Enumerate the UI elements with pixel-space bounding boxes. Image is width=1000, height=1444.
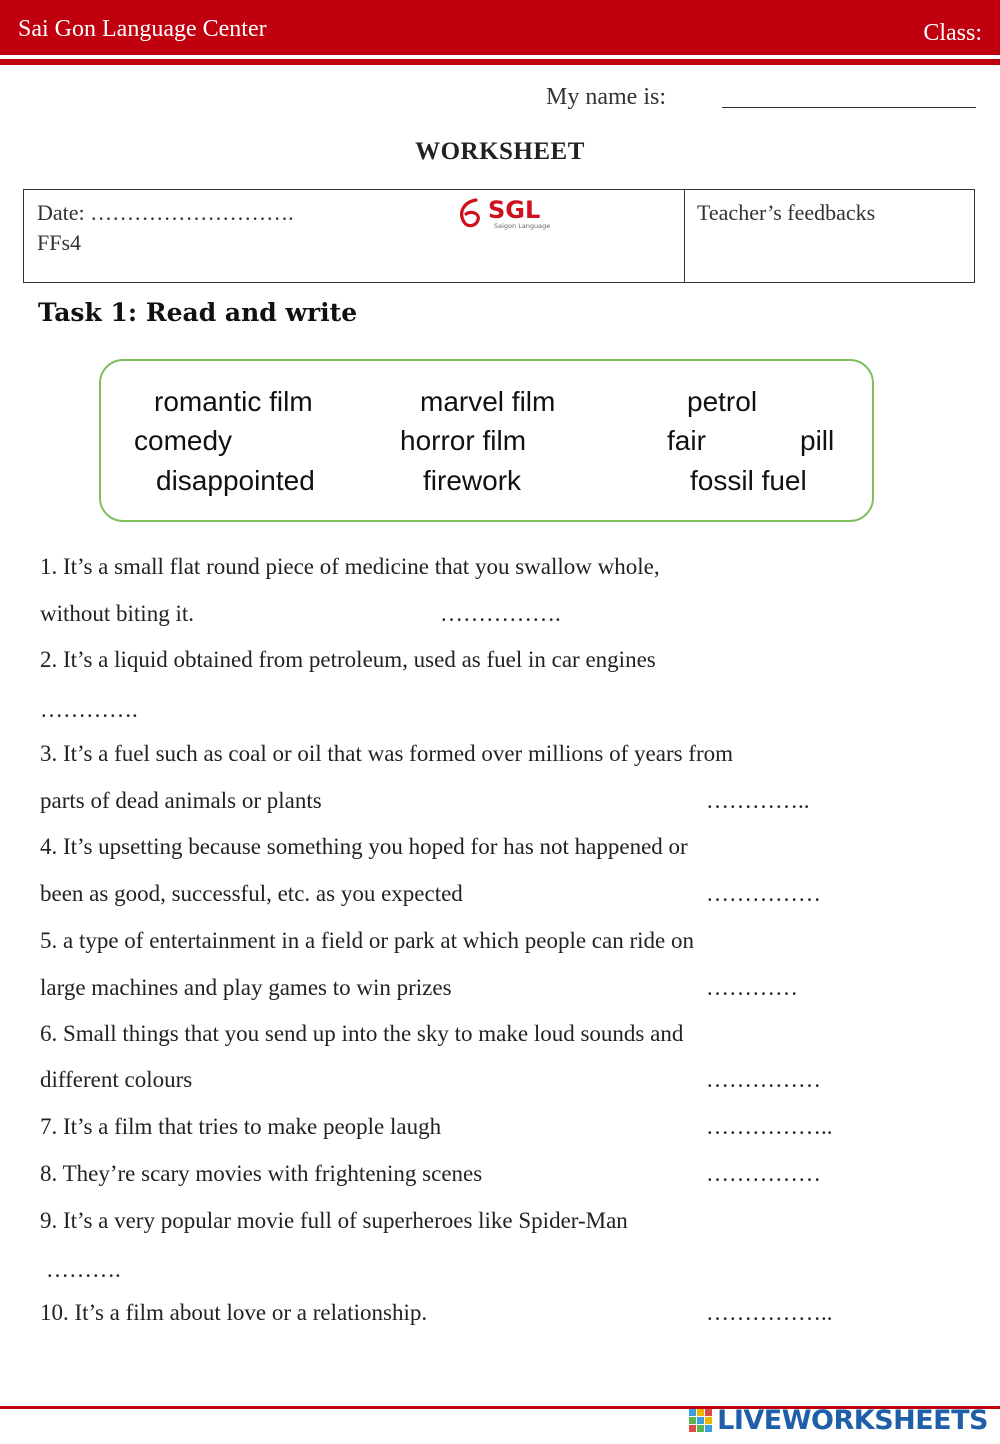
question-9: 9. It’s a very popular movie full of superheroes like Spider-Man xyxy=(40,1208,628,1233)
word-pill: pill xyxy=(800,425,835,456)
question-2-line-1: 2. It’s a liquid obtained from petroleum, used as fuel in car engines xyxy=(40,647,656,672)
question-1-line-2: without biting it. xyxy=(40,601,194,626)
class-label: Class: xyxy=(923,20,982,46)
logo-subtext: Saigon Language xyxy=(494,222,551,230)
word-bank xyxy=(99,359,874,522)
question-1-line-1: 1. It’s a small flat round piece of medicine that you swallow whole, xyxy=(40,554,660,579)
question-4-line-1: 4. It’s upsetting because something you hoped for has not happened or xyxy=(40,834,688,859)
header-bar xyxy=(0,0,1000,55)
word-petrol: petrol xyxy=(687,386,758,417)
answer-blank-9[interactable]: ………. xyxy=(46,1257,121,1282)
name-field[interactable] xyxy=(722,107,976,108)
answer-blank-8[interactable]: …………… xyxy=(706,1161,821,1186)
answer-blank-6[interactable]: …………… xyxy=(706,1067,821,1092)
answer-blank-2[interactable]: …………. xyxy=(40,697,138,722)
answer-blank-5[interactable]: ………… xyxy=(706,975,798,1000)
question-3-line-1: 3. It’s a fuel such as coal or oil that was formed over millions of years from xyxy=(40,741,734,766)
logo-text: SGL xyxy=(488,196,541,224)
question-6-line-1: 6. Small things that you send up into the sky to make loud sounds and xyxy=(40,1021,684,1046)
question-6-line-2: different colours xyxy=(40,1067,193,1092)
question-5-line-1: 5. a type of entertainment in a field or park at which people can ride on xyxy=(40,928,694,953)
table-divider xyxy=(684,190,685,282)
liveworksheets-text: LIVEWORKSHEETS xyxy=(717,1405,988,1436)
word-marvel-film: marvel film xyxy=(420,386,556,417)
question-5-line-2: large machines and play games to win prizes xyxy=(40,975,452,1000)
question-7: 7. It’s a film that tries to make people laugh xyxy=(40,1114,442,1139)
answer-blank-3[interactable]: ………….. xyxy=(706,788,810,813)
answer-blank-1[interactable]: ……………. xyxy=(440,601,561,626)
answer-blank-10[interactable]: …………….. xyxy=(706,1300,833,1325)
word-disappointed: disappointed xyxy=(156,465,315,496)
question-8: 8. They’re scary movies with frightening scenes xyxy=(40,1161,483,1186)
page-title: WORKSHEET xyxy=(415,138,585,165)
word-fair: fair xyxy=(667,425,706,456)
task-title: Task 1: Read and write xyxy=(38,298,358,327)
word-firework: firework xyxy=(423,465,522,496)
word-fossil-fuel: fossil fuel xyxy=(690,465,807,496)
question-4-line-2: been as good, successful, etc. as you expected xyxy=(40,881,463,906)
question-3-line-2: parts of dead animals or plants xyxy=(40,788,322,813)
name-prompt: My name is: xyxy=(546,84,666,110)
sgl-logo xyxy=(454,194,564,232)
answer-blank-4[interactable]: …………… xyxy=(706,881,821,906)
liveworksheets-icon xyxy=(688,1407,714,1435)
info-table xyxy=(23,189,975,283)
question-10: 10. It’s a film about love or a relationship. xyxy=(40,1300,428,1325)
liveworksheets-brand[interactable] xyxy=(688,1405,988,1436)
date-field: Date: ………………………. xyxy=(37,200,294,225)
teacher-feedback-label: Teacher’s feedbacks xyxy=(697,200,876,225)
answer-blank-7[interactable]: …………….. xyxy=(706,1114,833,1139)
word-comedy: comedy xyxy=(134,425,233,456)
class-code: FFs4 xyxy=(37,230,82,255)
word-romantic-film: romantic film xyxy=(154,386,313,417)
center-name: Sai Gon Language Center xyxy=(18,16,267,42)
word-horror-film: horror film xyxy=(400,425,527,456)
header-divider xyxy=(0,59,1000,65)
